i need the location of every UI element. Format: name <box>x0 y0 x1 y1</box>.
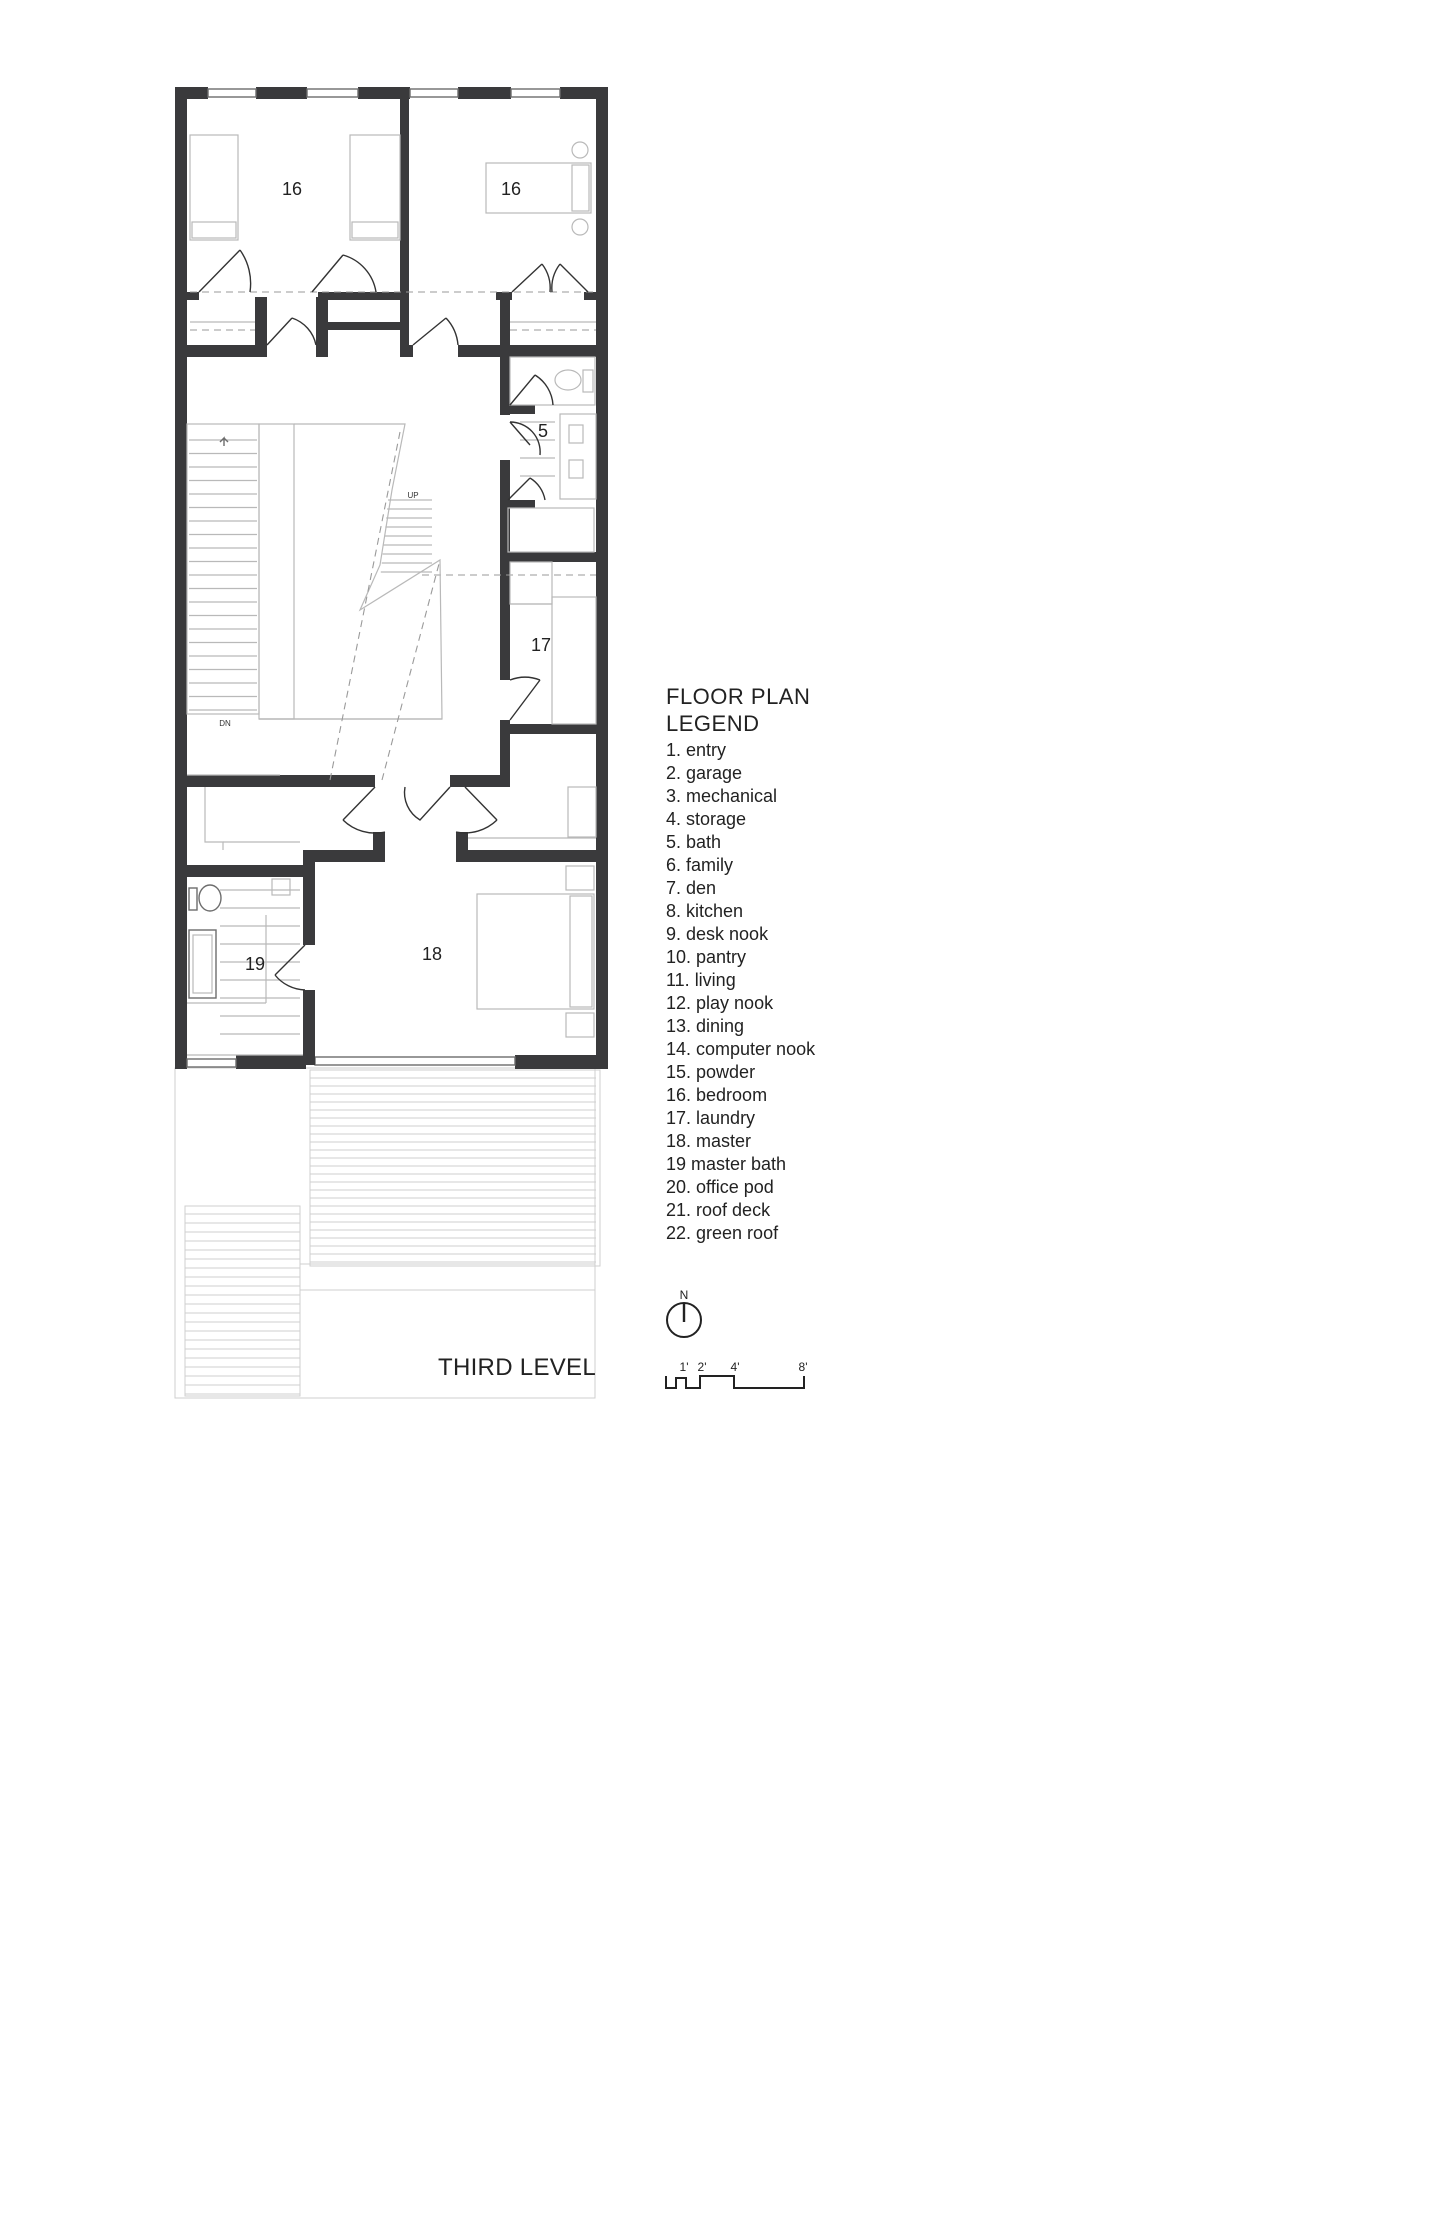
legend-item: 14. computer nook <box>666 1039 816 1059</box>
legend-title: FLOOR PLAN LEGEND <box>666 684 811 736</box>
room-number-master-bath: 19 <box>244 954 266 974</box>
room-number-bedroom-2: 16 <box>500 179 522 199</box>
legend-item: 20. office pod <box>666 1177 774 1197</box>
legend-item: 18. master <box>666 1131 752 1151</box>
legend-item: 13. dining <box>666 1016 745 1036</box>
roof-deck <box>175 1068 600 1398</box>
north-label: N <box>679 1288 689 1302</box>
north-arrow <box>667 1288 701 1337</box>
scale-label-2ft: 2' <box>697 1360 707 1374</box>
legend-item: 9. desk nook <box>666 924 769 944</box>
legend-list <box>666 739 816 1245</box>
legend-item: 17. laundry <box>666 1108 756 1128</box>
exterior-walls <box>175 87 608 1069</box>
scale-label-4ft: 4' <box>730 1360 740 1374</box>
stair-down-label: DN <box>219 719 231 728</box>
room-number-master: 18 <box>421 944 443 964</box>
legend-item: 11. living <box>666 970 736 990</box>
legend-item: 10. pantry <box>666 947 747 967</box>
plan-details <box>187 135 596 1055</box>
legend-item: 4. storage <box>666 809 747 829</box>
legend-item: 6. family <box>666 855 734 875</box>
legend-item: 12. play nook <box>666 993 774 1013</box>
floor-plan-legend <box>666 683 836 1245</box>
stair-up-label: UP <box>407 491 419 500</box>
scale-label-8ft: 8' <box>798 1360 808 1374</box>
level-title: THIRD LEVEL <box>438 1354 597 1381</box>
legend-item: 22. green roof <box>666 1223 779 1243</box>
legend-item: 19 master bath <box>666 1154 787 1174</box>
legend-item: 16. bedroom <box>666 1085 768 1105</box>
legend-item: 5. bath <box>666 832 722 852</box>
room-number-bath: 5 <box>537 421 549 441</box>
stair-arrow-icon <box>220 438 228 446</box>
legend-item: 1. entry <box>666 740 727 760</box>
room-number-bedroom-1: 16 <box>281 179 303 199</box>
scale-label-1ft: 1' <box>679 1360 689 1374</box>
doors <box>199 250 588 990</box>
legend-item: 21. roof deck <box>666 1200 771 1220</box>
room-number-laundry: 17 <box>530 635 552 655</box>
legend-item: 15. powder <box>666 1062 756 1082</box>
legend-item: 3. mechanical <box>666 786 778 806</box>
legend-item: 8. kitchen <box>666 901 744 921</box>
scale-bar <box>666 1360 807 1388</box>
legend-item: 2. garage <box>666 763 743 783</box>
legend-item: 7. den <box>666 878 717 898</box>
